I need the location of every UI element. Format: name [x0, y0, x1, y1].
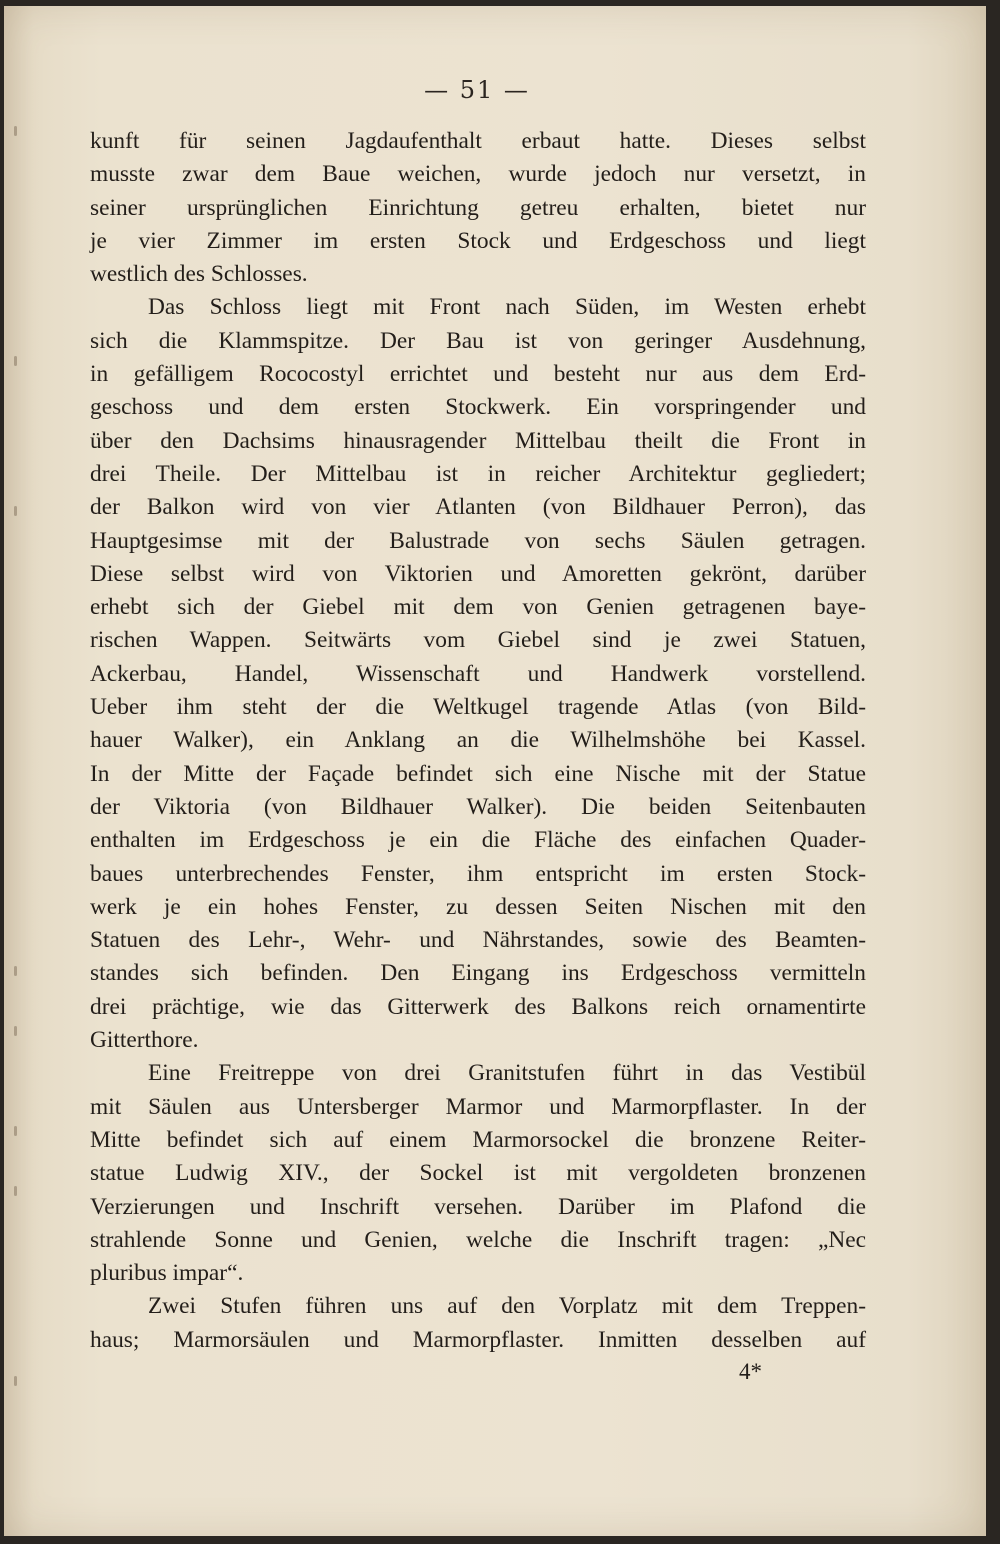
- text-line: in gefälligem Rococostyl errichtet und besteht nur aus dem Erd-: [90, 361, 866, 388]
- text-line: Verzierungen und Inschrift versehen. Darüber im Plafond die: [90, 1193, 866, 1220]
- text-line: Ackerbau, Handel, Wissenschaft und Handwerk vorstellend.: [90, 660, 866, 687]
- text-line: Statuen des Lehr-, Wehr- und Nährstandes, sowie des Beamten-: [90, 927, 866, 954]
- text-line: erhebt sich der Giebel mit dem von Genien getragenen baye-: [90, 594, 866, 621]
- book-page: [4, 6, 986, 1536]
- text-line: über den Dachsims hinausragender Mittelbau theilt die Front in: [90, 427, 866, 454]
- text-line: Ueber ihm steht der die Weltkugel tragende Atlas (von Bild-: [90, 694, 866, 721]
- text-line: hauer Walker), ein Anklang an die Wilhelmshöhe bei Kassel.: [90, 727, 866, 754]
- text-line: strahlende Sonne und Genien, welche die Inschrift tragen: „Nec: [90, 1226, 866, 1253]
- text-line: der Viktoria (von Bildhauer Walker). Die beiden Seitenbauten: [90, 793, 866, 820]
- text-line: drei Theile. Der Mittelbau ist in reicher Architektur gegliedert;: [90, 460, 866, 487]
- text-line: Mitte befindet sich auf einem Marmorsockel die bronzene Reiter-: [90, 1126, 866, 1153]
- text-line: mit Säulen aus Untersberger Marmor und Marmorpflaster. In der: [90, 1093, 866, 1120]
- text-line: Hauptgesimse mit der Balustrade von sechs Säulen getragen.: [90, 527, 866, 554]
- gutter-scan-marks: [14, 126, 44, 1526]
- text-line: Das Schloss liegt mit Front nach Süden, im Westen erhebt: [148, 294, 866, 321]
- page-number: — 51 —: [424, 76, 530, 104]
- text-line: statue Ludwig XIV., der Sockel ist mit vergoldeten bronzenen: [90, 1160, 866, 1187]
- text-line: pluribus impar“.: [90, 1260, 244, 1287]
- text-line: Eine Freitreppe von drei Granitstufen führt in das Vestibül: [148, 1060, 866, 1087]
- text-line: drei prächtige, wie das Gitterwerk des Balkons reich ornamentirte: [90, 993, 866, 1020]
- text-line: der Balkon wird von vier Atlanten (von Bildhauer Perron), das: [90, 494, 866, 521]
- text-line: enthalten im Erdgeschoss je ein die Fläche des einfachen Quader-: [90, 827, 866, 854]
- text-line: geschoss und dem ersten Stockwerk. Ein vorspringender und: [90, 394, 866, 421]
- text-line: baues unterbrechendes Fenster, ihm entspricht im ersten Stock-: [90, 860, 866, 887]
- text-line: Gitterthore.: [90, 1027, 199, 1054]
- text-line: westlich des Schlosses.: [90, 261, 308, 288]
- signature-mark: 4*: [739, 1359, 762, 1384]
- text-line: standes sich befinden. Den Eingang ins Erdgeschoss vermitteln: [90, 960, 866, 987]
- text-line: kunft für seinen Jagdaufenthalt erbaut hatte. Dieses selbst: [90, 128, 866, 154]
- text-line: In der Mitte der Façade befindet sich eine Nische mit der Statue: [90, 760, 866, 787]
- text-line: seiner ursprünglichen Einrichtung getreu erhalten, bietet nur: [90, 194, 866, 221]
- text-line: rischen Wappen. Seitwärts vom Giebel sind je zwei Statuen,: [90, 627, 866, 654]
- text-line: haus; Marmorsäulen und Marmorpflaster. Inmitten desselben auf: [90, 1326, 866, 1353]
- text-line: je vier Zimmer im ersten Stock und Erdgeschoss und liegt: [90, 227, 866, 254]
- text-line: Diese selbst wird von Viktorien und Amoretten gekrönt, darüber: [90, 560, 866, 587]
- text-line: werk je ein hohes Fenster, zu dessen Seiten Nischen mit den: [90, 893, 866, 920]
- text-line: Zwei Stufen führen uns auf den Vorplatz mit dem Treppen-: [148, 1293, 866, 1320]
- text-line: sich die Klammspitze. Der Bau ist von geringer Ausdehnung,: [90, 327, 866, 354]
- text-line: musste zwar dem Baue weichen, wurde jedoch nur versetzt, in: [90, 161, 866, 188]
- body-text: [90, 125, 866, 1357]
